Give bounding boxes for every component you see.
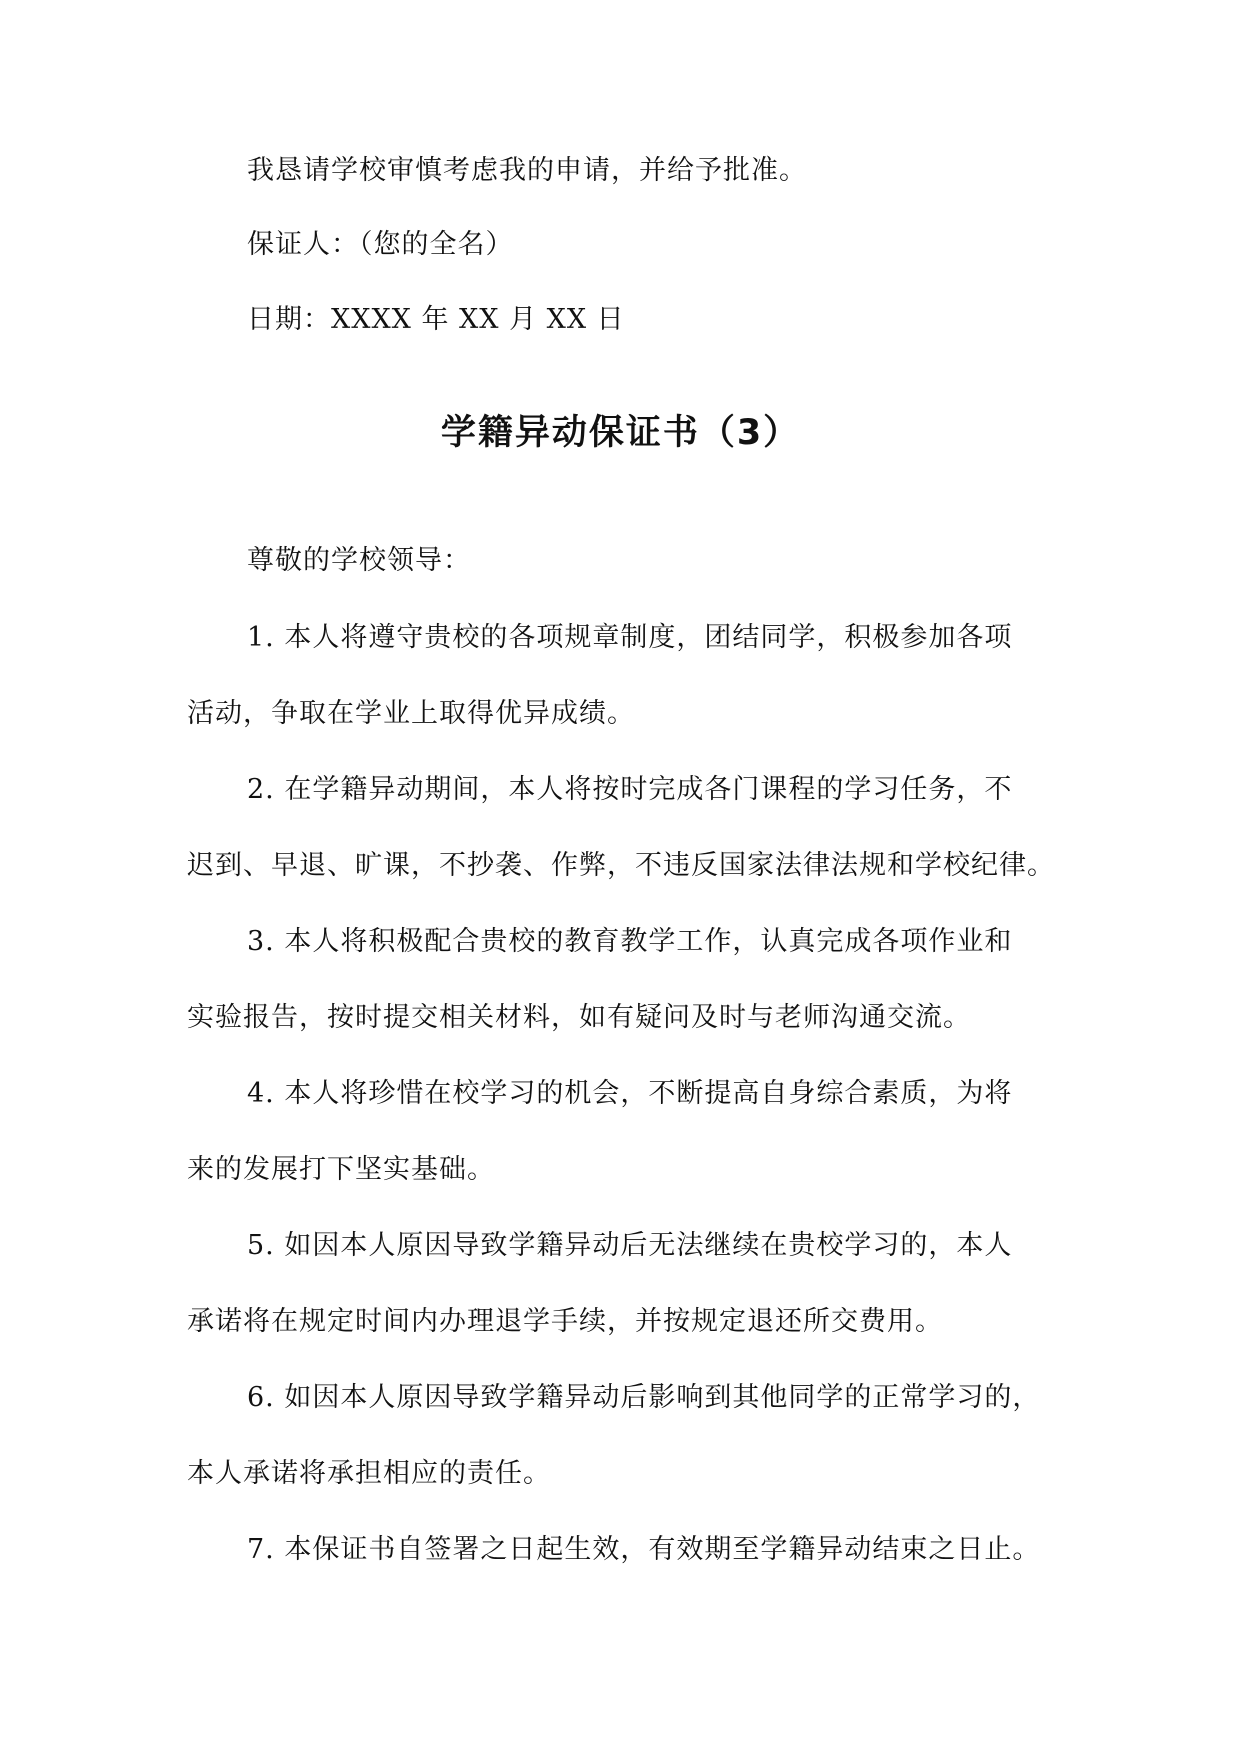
- date-line: 日期：XXXX 年 XX 月 XX 日: [247, 304, 625, 335]
- document-title: 学籍异动保证书（3）: [440, 413, 801, 453]
- item-1-line-1: 1. 本人将遵守贵校的各项规章制度，团结同学，积极参加各项: [247, 622, 1013, 653]
- item-6-line-1: 6. 如因本人原因导致学籍异动后影响到其他同学的正常学习的，: [247, 1382, 1041, 1413]
- item-1-line-2: 活动，争取在学业上取得优异成绩。: [187, 698, 635, 729]
- closing-request: 我恳请学校审慎考虑我的申请，并给予批准。: [247, 155, 807, 186]
- item-2-line-1: 2. 在学籍异动期间，本人将按时完成各门课程的学习任务，不: [247, 774, 1013, 805]
- guarantor-line: 保证人：（您的全名）: [247, 229, 514, 260]
- item-5-line-1: 5. 如因本人原因导致学籍异动后无法继续在贵校学习的，本人: [247, 1230, 1013, 1261]
- item-2-line-2: 迟到、早退、旷课，不抄袭、作弊，不违反国家法律法规和学校纪律。: [187, 850, 1055, 881]
- item-4-line-1: 4. 本人将珍惜在校学习的机会，不断提高自身综合素质，为将: [247, 1078, 1013, 1109]
- item-4-line-2: 来的发展打下坚实基础。: [187, 1154, 495, 1185]
- salutation: 尊敬的学校领导：: [247, 545, 471, 576]
- item-3-line-1: 3. 本人将积极配合贵校的教育教学工作，认真完成各项作业和: [247, 926, 1013, 957]
- item-3-line-2: 实验报告，按时提交相关材料，如有疑问及时与老师沟通交流。: [187, 1002, 971, 1033]
- item-5-line-2: 承诺将在规定时间内办理退学手续，并按规定退还所交费用。: [187, 1306, 943, 1337]
- item-7-line-1: 7. 本保证书自签署之日起生效，有效期至学籍异动结束之日止。: [247, 1534, 1041, 1565]
- item-6-line-2: 本人承诺将承担相应的责任。: [187, 1458, 551, 1489]
